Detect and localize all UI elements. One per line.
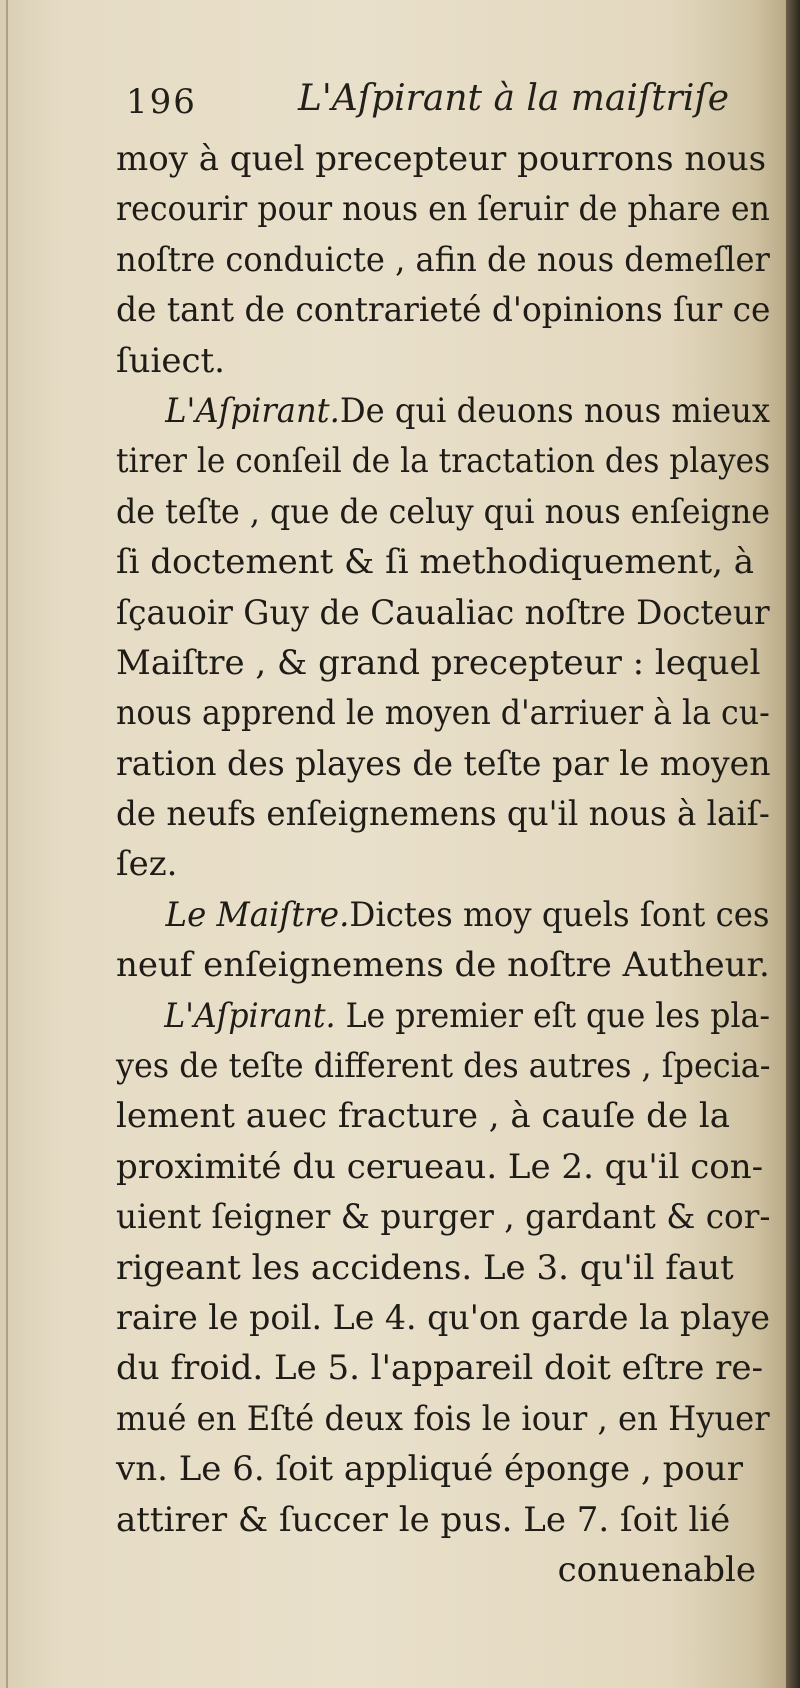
line-text: De qui deuons nous mieux [339, 390, 771, 431]
line-text: ſez. [116, 844, 178, 885]
text-line [116, 386, 771, 436]
line-text: neuf enſeignemens de noſtre Autheur. [116, 945, 770, 986]
text-line [116, 1444, 766, 1494]
text-line [116, 235, 770, 285]
text-line [116, 839, 766, 889]
line-text: du froid. Le 5. l'appareil doit eſtre re- [116, 1348, 763, 1389]
line-text: attirer & ſuccer le pus. Le 7. ſoit lié [116, 1499, 731, 1540]
text-line [116, 588, 770, 638]
body-text [116, 134, 771, 1595]
line-text: de neufs enſeignemens qu'il nous à laiſ- [116, 794, 770, 835]
line-text: ſi doctement & ſi methodiquement, à [116, 542, 755, 583]
text-line [116, 1495, 766, 1545]
text-line [116, 638, 766, 688]
line-text: Maiſtre , & grand precepteur : lequel [116, 642, 761, 683]
text-line [116, 134, 766, 184]
speaker-name: L'Aſpirant. [165, 390, 340, 431]
text-line [116, 1243, 766, 1293]
gutter-line [6, 0, 8, 1688]
text-line [116, 1394, 770, 1444]
line-text: lement auec fracture , à cauſe de la [116, 1096, 731, 1137]
text-line [116, 487, 771, 537]
running-head [118, 78, 738, 138]
line-text: yes de teſte different des autres , ſpecia- [116, 1046, 771, 1087]
speaker-name: Le Maiſtre. [165, 894, 350, 935]
page-number: 196 [126, 82, 197, 122]
text-line [116, 537, 766, 587]
text-line [116, 688, 770, 738]
text-line [116, 739, 771, 789]
text-line [116, 890, 770, 940]
text-line [116, 184, 770, 234]
line-text: noſtre conduicte , afin de nous demeſler [116, 239, 770, 280]
line-text: moy à quel precepteur pourrons nous [116, 139, 767, 179]
line-text: recourir pour nous en ſeruir de phare en [116, 189, 770, 230]
line-text: mué en Eſté deux fois le iour , en Hyuer [116, 1398, 770, 1439]
line-text: uient ſeigner & purger , gardant & cor- [116, 1197, 771, 1238]
line-text: Dictes moy quels ſont ces [349, 894, 770, 935]
text-line [116, 1343, 766, 1393]
line-text: ration des playes de teſte par le moyen [116, 743, 771, 784]
line-text: raire le poil. Le 4. qu'on garde la playe [116, 1297, 771, 1338]
line-text: tirer le conſeil de la tractation des playes [116, 441, 771, 482]
text-line [116, 1293, 771, 1343]
line-text: de teſte , que de celuy qui nous enſeigne [116, 491, 771, 532]
text-line [116, 789, 770, 839]
text-line [116, 336, 766, 386]
text-line [116, 940, 770, 990]
text-line [116, 991, 771, 1041]
text-line [116, 436, 771, 486]
line-text: de tant de contrarieté d'opinions ſur ce [116, 290, 771, 331]
text-line [116, 1192, 771, 1242]
speaker-name: L'Aſpirant. [164, 995, 336, 1036]
running-title: L'Aſpirant à la maiſtriſe [298, 78, 730, 119]
line-text: nous apprend le moyen d'arriuer à la cu- [116, 693, 770, 734]
text-line [116, 1041, 771, 1091]
catchword: conuenable [557, 1549, 756, 1590]
text-line [116, 1091, 766, 1141]
text-line [116, 1142, 766, 1192]
page-edge [786, 0, 800, 1688]
line-text: proximité du cerueau. Le 2. qu'il con- [116, 1146, 764, 1187]
text-line [116, 285, 771, 335]
line-text: Le premier eſt que les pla- [335, 995, 771, 1036]
line-text: rigeant les accidens. Le 3. qu'il faut [116, 1247, 734, 1288]
line-text: ſuiect. [116, 340, 225, 381]
line-text: vn. Le 6. ſoit appliqué éponge , pour [116, 1449, 743, 1490]
line-text: ſçauoir Guy de Caualiac noſtre Docteur [116, 592, 770, 633]
